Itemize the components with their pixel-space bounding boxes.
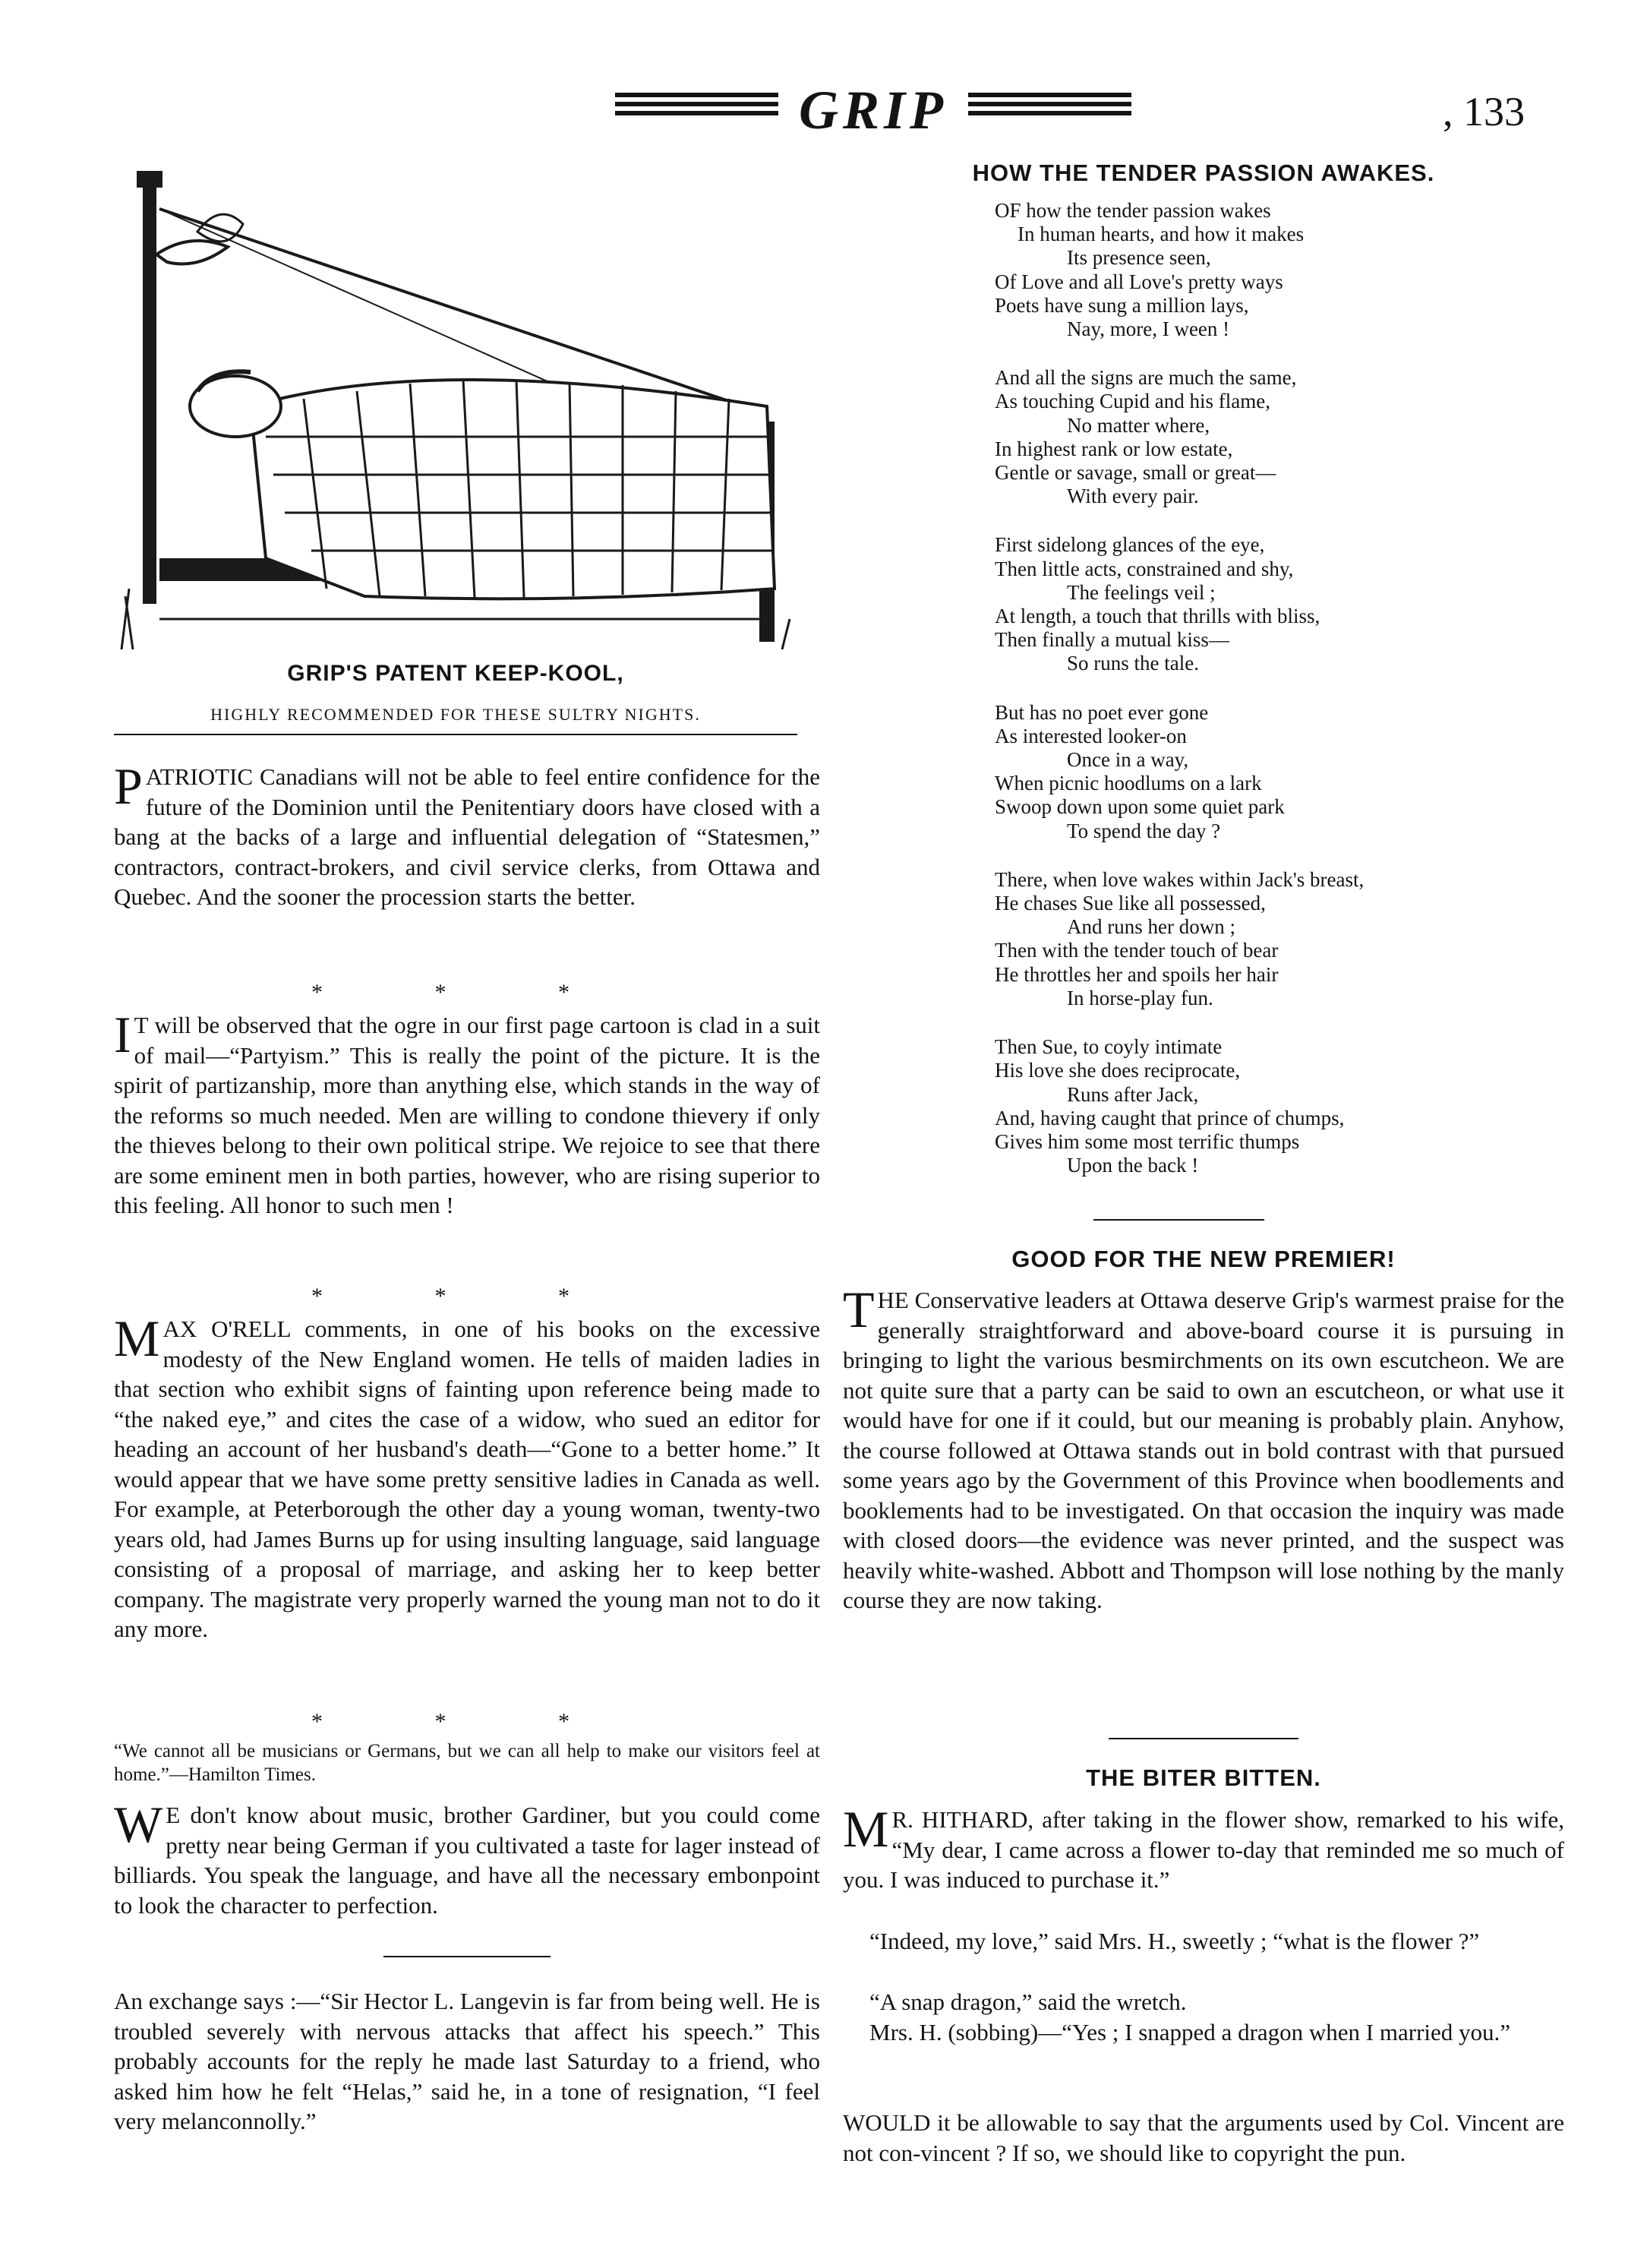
max-orell-paragraph: MAX O'RELL comments, in one of his books on the excessive modesty of the New England women. He tells of maiden ladies in that section who exhibit signs of fainting upon reference being made to “the naked eye,” and cites the case of a widow, who sued an editor for heading an account of her husband's death—“Gone to a better home.” It would appear that we have some pretty sensitive ladies in Canada as well. For example, at Peterborough the other day a young woman, twenty-two years old, had James Burns up for using insulting language, said language consisting of a proposal of marriage, and asking her to keep better company. The magistrate very properly warned the young man not to do it any more. (114, 1309, 820, 1642)
poem-line: In horse-play fun. (1067, 986, 1213, 1009)
biter-paragraph-1: MR. HITHARD, after taking in the flower show, remarked to his wife, “My dear, I came across a flower to-day that reminded me so much of you. I was induced to purchase it.” (843, 1800, 1564, 1893)
poem-line: And, having caught that prince of chumps, (995, 1106, 1345, 1129)
poem-line: Then Sue, to coyly intimate (995, 1035, 1223, 1059)
poem-line: So runs the tale. (1067, 652, 1199, 675)
bed-illustration (114, 163, 797, 649)
poem-line: As touching Cupid and his flame, (995, 390, 1270, 413)
poem-line: Then with the tender touch of bear (995, 939, 1279, 962)
poem-line: First sidelong glances of the eye, (995, 533, 1265, 557)
poem-stanza (995, 533, 1526, 675)
poem-line: And runs her down ; (1067, 915, 1235, 939)
poem-stanza (995, 1035, 1526, 1177)
ogre-paragraph: IT will be observed that the ogre in our first page cartoon is clad in a suit of mail—“Partyism.” This is really the point of the picture. It is the spirit of partizanship, more than anything else, which stands in the way of the reforms so much needed. Men are willing to condone thievery if only the thieves belong to their own political stripe. We rejoice to see that there are some eminent men in both parties, however, who are rising superior to this feeling. All honor to such men ! (114, 1006, 820, 1218)
poem-line: At length, a touch that thrills with bliss, (995, 605, 1320, 628)
poem-line: Poets have sung a million lays, (995, 293, 1249, 317)
poem-line: In human hearts, and how it makes (1018, 223, 1305, 246)
biter-paragraph-2: “Indeed, my love,” said Mrs. H., sweetly ; “what is the flower ?” (869, 1928, 1480, 1954)
poem-line: Nay, more, I ween ! (1067, 317, 1230, 341)
poem-stanza (995, 868, 1526, 1010)
section-stars-1: * * * (311, 980, 623, 1005)
poem-stanza (995, 366, 1526, 508)
poem-line: He throttles her and spoils her hair (995, 962, 1279, 986)
poem-line: Once in a way, (1067, 748, 1189, 772)
poem-line: As interested looker-on (995, 724, 1187, 747)
langevin-paragraph: An exchange says :—“Sir Hector L. Langevin is far from being well. He is troubled severely with nervous attacks that affect his speech.” This probably accounts for the reply he made last Saturday to a friend, who asked him how he felt “Helas,” said he, in a tone of resignation, “I feel very melanconnolly.” (114, 1988, 820, 2134)
poem-line: Swoop down upon some quiet park (995, 795, 1285, 819)
premier-divider (1109, 1738, 1298, 1739)
poem-stanza (995, 701, 1526, 843)
premier-title: GOOD FOR THE NEW PREMIER! (1011, 1246, 1396, 1272)
biter-paragraph-3: “A snap dragon,” said the wretch. (869, 1988, 1187, 2015)
poem-line: His love she does reciprocate, (995, 1059, 1241, 1082)
masthead-title: GRIP (798, 80, 948, 141)
poem-line: There, when love wakes within Jack's breast, (995, 867, 1365, 891)
poem-line: Upon the back ! (1067, 1154, 1199, 1177)
poem-line: No matter where, (1067, 413, 1210, 437)
poem-line: OF how the tender passion wakes (995, 199, 1271, 222)
poem-line: He chases Sue like all possessed, (995, 892, 1266, 915)
lager-paragraph: WE don't know about music, brother Gardiner, but you could come pretty near being German if you cultivated a taste for lager instead of billiards. You speak the language, and have all the necessary embonpoint to look the character to perfection. (114, 1796, 820, 1919)
poem-stanza (995, 199, 1526, 341)
illustration-caption-title: GRIP'S PATENT KEEP-KOOL, (287, 661, 624, 686)
poem-divider (1093, 1219, 1264, 1221)
patriotic-paragraph: PATRIOTIC Canadians will not be able to feel entire confidence for the future of the Dominion until the Penitentiary doors have closed with a bang at the backs of a large and influential delegation of “Statesmen,” contractors, contract-brokers, and civil service clerks, from Ottawa and Quebec. And the sooner the procession starts the better. (114, 757, 820, 910)
masthead-rule-left (615, 93, 778, 128)
poem-line: Gentle or savage, small or great— (995, 461, 1276, 485)
poem-line: The feelings veil ; (1067, 580, 1216, 604)
caption-divider (114, 734, 797, 735)
poem-line: And all the signs are much the same, (995, 366, 1297, 390)
poem-line: When picnic hoodlums on a lark (995, 772, 1262, 795)
hamilton-times-quote: “We cannot all be musicians or Germans, but we can all help to make our visitors feel at home.”—Hamilton Times. (114, 1741, 820, 1785)
biter-title: THE BITER BITTEN. (1086, 1764, 1321, 1791)
poem-line: With every pair. (1067, 485, 1199, 508)
biter-paragraph-4: Mrs. H. (sobbing)—“Yes ; I snapped a dragon when I married you.” (869, 2019, 1511, 2045)
poem-line: Its presence seen, (1067, 246, 1211, 270)
left-divider (383, 1956, 551, 1957)
poem-line: Of Love and all Love's pretty ways (995, 270, 1283, 293)
poem-title: HOW THE TENDER PASSION AWAKES. (972, 160, 1435, 186)
illustration-caption-subtitle: HIGHLY RECOMMENDED FOR THESE SULTRY NIGHTS. (210, 705, 701, 724)
masthead-rule-right (968, 93, 1131, 128)
poem-body (995, 199, 1526, 1202)
section-stars-3: * * * (311, 1709, 623, 1734)
poem-line: Gives him some most terrific thumps (995, 1129, 1300, 1153)
page-number: , 133 (1443, 89, 1525, 134)
poem-line: Then finally a mutual kiss— (995, 628, 1229, 652)
masthead (0, 76, 1647, 144)
poem-line: To spend the day ? (1067, 819, 1221, 842)
poem-line: But has no poet ever gone (995, 700, 1209, 724)
poem-line: In highest rank or low estate, (995, 437, 1233, 460)
premier-paragraph: THE Conservative leaders at Ottawa deserve Grip's warmest praise for the generally straightforward and above-board course it is pursuing in bringing to light the various besmirchments on its own escutcheon. We are not quite sure that a party can be said to own an escutcheon, or what use it would have for one if it could, but our meaning is probably plain. Anyhow, the course followed at Ottawa stands out in bold contrast with that pursued some years ago by the Government of this Province when boodlements and booklements had to be investigated. On that occasion the inquiry was made with closed doors—the evidence was never printed, and the suspect was heavily white-washed. Abbott and Thompson will lose nothing by the manly course they are now taking. (843, 1281, 1564, 1613)
section-stars-2: * * * (311, 1284, 623, 1309)
vincent-paragraph: WOULD it be allowable to say that the arguments used by Col. Vincent are not con-vincent ? If so, we should like to copyright the pun. (843, 2109, 1564, 2166)
poem-line: Runs after Jack, (1067, 1082, 1199, 1106)
poem-line: Then little acts, constrained and shy, (995, 557, 1294, 580)
